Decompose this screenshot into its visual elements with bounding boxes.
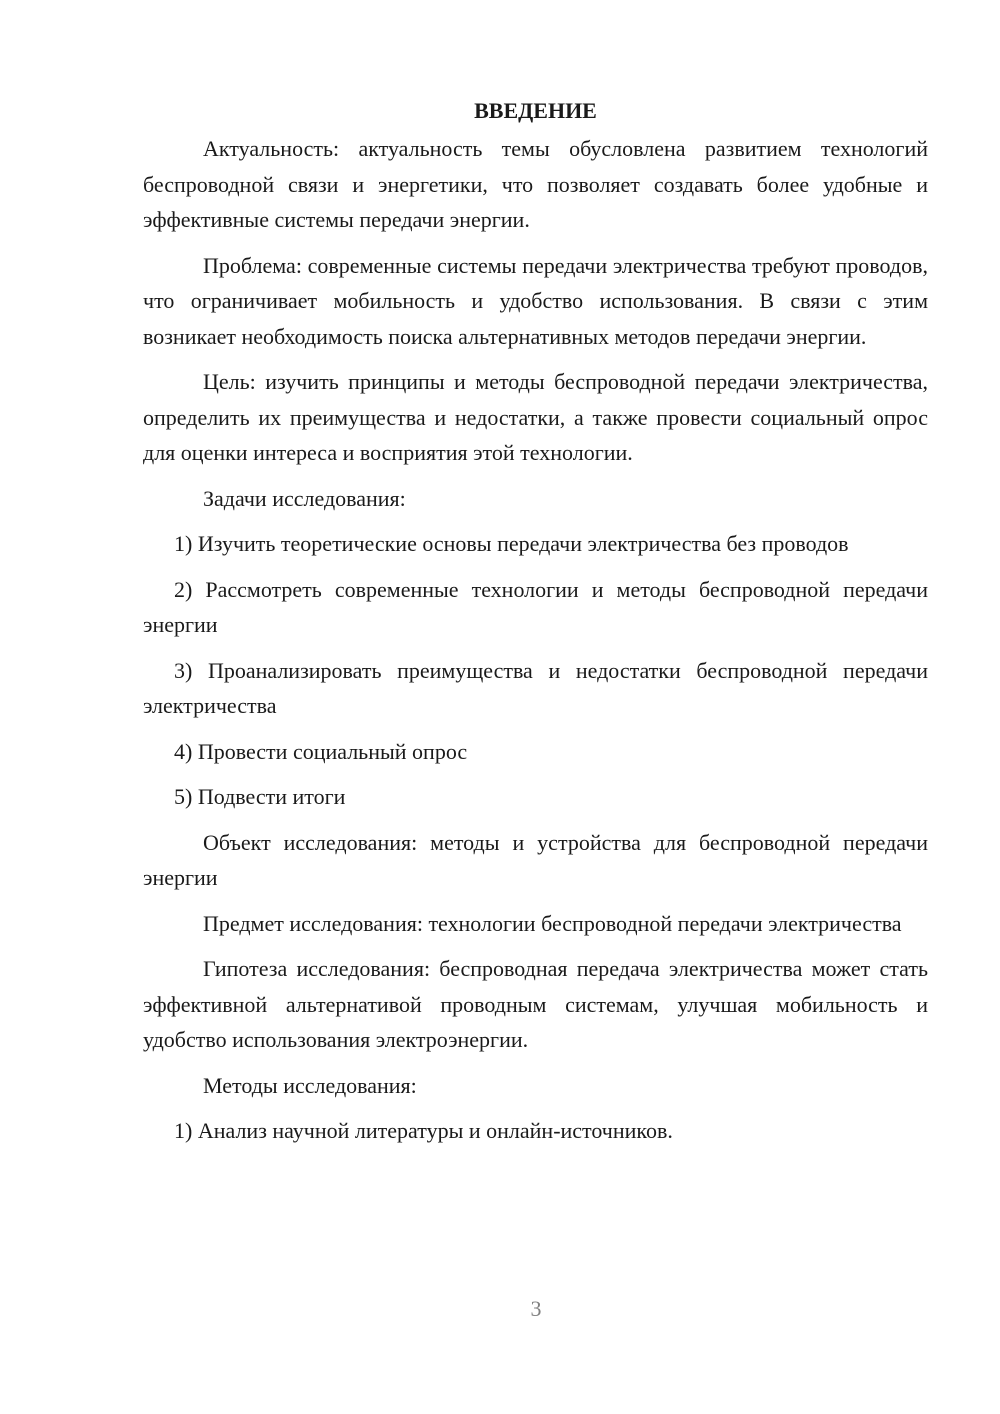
list-item-task-2: 2) Рассмотреть современные технологии и методы беспроводной передачи энергии — [143, 576, 928, 637]
list-item-task-4: 4) Провести социальный опрос — [174, 738, 468, 764]
paragraph-methods-heading: Методы исследования: — [203, 1072, 417, 1098]
paragraph-hypothesis: Гипотеза исследования: беспроводная передача электричества может стать эффективной альтернативой проводным системам, улучшая мобильность и удобство использования электроэнергии. — [143, 956, 928, 1052]
paragraph-relevance: Актуальность: актуальность темы обусловлена развитием технологий беспроводной связи и энергетики, что позволяет создавать более удобные и эффективные системы передачи энергии. — [143, 136, 928, 232]
paragraph-problem: Проблема: современные системы передачи электричества требуют проводов, что ограничивает мобильность и удобство использования. В связи с этим возникает необходимость поиска альтернативных методов передачи энергии. — [143, 252, 928, 349]
list-item-method-1: 1) Анализ научной литературы и онлайн-источников. — [174, 1118, 673, 1143]
paragraph-tasks-heading: Задачи исследования: — [203, 485, 406, 511]
list-item-task-5: 5) Подвести итоги — [174, 784, 346, 809]
section-title: ВВЕДЕНИЕ — [474, 98, 597, 123]
list-item-task-1: 1) Изучить теоретические основы передачи электричества без проводов — [174, 531, 849, 556]
paragraph-object: Объект исследования: методы и устройства для беспроводной передачи энергии — [143, 829, 928, 890]
list-item-task-3: 3) Проанализировать преимущества и недостатки беспроводной передачи электричества — [143, 657, 928, 718]
paragraph-goal: Цель: изучить принципы и методы беспроводной передачи электричества, определить их преимущества и недостатки, а также провести социальный опрос для оценки интереса и восприятия этой технологии. — [143, 369, 928, 465]
paragraph-subject: Предмет исследования: технологии беспроводной передачи электричества — [203, 910, 902, 936]
document-page — [143, 96, 928, 1149]
page-number: 3 — [530, 1296, 542, 1321]
